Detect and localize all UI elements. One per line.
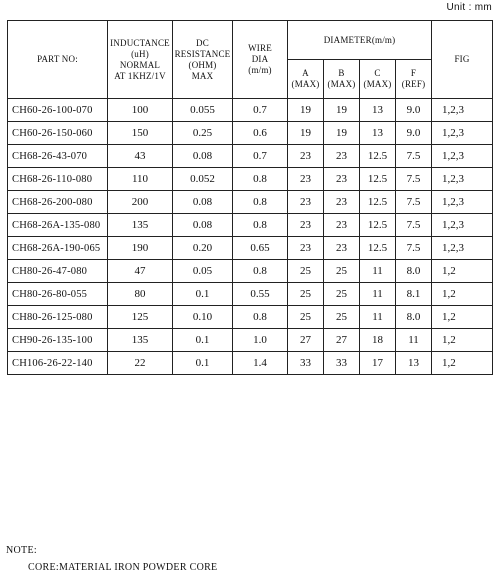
cell-part-no: CH60-26-150-060 — [8, 122, 108, 145]
cell-fig: 1,2,3 — [432, 168, 493, 191]
cell-b: 25 — [324, 306, 360, 329]
specification-table — [7, 20, 493, 375]
cell-part-no: CH90-26-135-100 — [8, 329, 108, 352]
cell-wire-dia: 0.8 — [233, 214, 288, 237]
note-core-material: CORE:MATERIAL IRON POWDER CORE — [28, 562, 218, 573]
cell-b: 25 — [324, 260, 360, 283]
cell-a: 19 — [288, 99, 324, 122]
cell-b: 23 — [324, 168, 360, 191]
cell-a: 27 — [288, 329, 324, 352]
cell-a: 23 — [288, 191, 324, 214]
cell-a: 25 — [288, 260, 324, 283]
cell-part-no: CH68-26A-190-065 — [8, 237, 108, 260]
cell-inductance: 110 — [108, 168, 173, 191]
cell-inductance: 135 — [108, 329, 173, 352]
cell-dc-resistance: 0.25 — [173, 122, 233, 145]
cell-c: 13 — [360, 122, 396, 145]
cell-part-no: CH68-26A-135-080 — [8, 214, 108, 237]
cell-wire-dia: 0.8 — [233, 168, 288, 191]
cell-a: 19 — [288, 122, 324, 145]
header-part-no: PART NO: — [8, 21, 108, 99]
cell-inductance: 150 — [108, 122, 173, 145]
cell-c: 12.5 — [360, 168, 396, 191]
cell-c: 13 — [360, 99, 396, 122]
cell-fig: 1,2 — [432, 329, 493, 352]
cell-a: 25 — [288, 306, 324, 329]
table-row — [8, 214, 493, 237]
cell-part-no: CH80-26-125-080 — [8, 306, 108, 329]
cell-inductance: 80 — [108, 283, 173, 306]
header-diameter: DIAMETER(m/m) — [288, 21, 432, 60]
cell-dc-resistance: 0.08 — [173, 214, 233, 237]
cell-a: 25 — [288, 283, 324, 306]
cell-fig: 1,2 — [432, 260, 493, 283]
table-row — [8, 352, 493, 375]
cell-a: 23 — [288, 145, 324, 168]
cell-dc-resistance: 0.10 — [173, 306, 233, 329]
cell-fig: 1,2,3 — [432, 237, 493, 260]
cell-fig: 1,2,3 — [432, 99, 493, 122]
header-wire-dia: WIRE DIA (m/m) — [233, 21, 288, 99]
cell-f: 11 — [396, 329, 432, 352]
cell-f: 8.1 — [396, 283, 432, 306]
cell-f: 7.5 — [396, 191, 432, 214]
table-row — [8, 283, 493, 306]
cell-b: 25 — [324, 283, 360, 306]
cell-dc-resistance: 0.052 — [173, 168, 233, 191]
cell-wire-dia: 0.7 — [233, 99, 288, 122]
unit-label: Unit : mm — [446, 2, 492, 13]
cell-dc-resistance: 0.1 — [173, 352, 233, 375]
cell-a: 23 — [288, 237, 324, 260]
cell-wire-dia: 1.0 — [233, 329, 288, 352]
cell-c: 17 — [360, 352, 396, 375]
cell-wire-dia: 0.65 — [233, 237, 288, 260]
cell-part-no: CH80-26-47-080 — [8, 260, 108, 283]
cell-b: 19 — [324, 99, 360, 122]
header-c: C (MAX) — [360, 60, 396, 99]
cell-inductance: 125 — [108, 306, 173, 329]
cell-f: 8.0 — [396, 260, 432, 283]
cell-wire-dia: 0.8 — [233, 191, 288, 214]
cell-part-no: CH68-26-200-080 — [8, 191, 108, 214]
cell-fig: 1,2 — [432, 283, 493, 306]
table-row — [8, 168, 493, 191]
header-dc-resistance: DC RESISTANCE (OHM) MAX — [173, 21, 233, 99]
cell-a: 23 — [288, 214, 324, 237]
cell-wire-dia: 0.8 — [233, 260, 288, 283]
table-row — [8, 329, 493, 352]
cell-wire-dia: 0.8 — [233, 306, 288, 329]
cell-c: 18 — [360, 329, 396, 352]
header-a: A (MAX) — [288, 60, 324, 99]
cell-wire-dia: 0.6 — [233, 122, 288, 145]
cell-fig: 1,2,3 — [432, 191, 493, 214]
cell-fig: 1,2,3 — [432, 145, 493, 168]
cell-f: 9.0 — [396, 122, 432, 145]
cell-b: 33 — [324, 352, 360, 375]
cell-inductance: 43 — [108, 145, 173, 168]
cell-fig: 1,2,3 — [432, 214, 493, 237]
cell-f: 7.5 — [396, 145, 432, 168]
header-inductance: INDUCTANCE (uH) NORMAL AT 1KHZ/1V — [108, 21, 173, 99]
cell-c: 12.5 — [360, 191, 396, 214]
cell-inductance: 135 — [108, 214, 173, 237]
table-row — [8, 260, 493, 283]
cell-c: 12.5 — [360, 214, 396, 237]
cell-wire-dia: 1.4 — [233, 352, 288, 375]
table-row — [8, 145, 493, 168]
cell-c: 12.5 — [360, 237, 396, 260]
table-row — [8, 122, 493, 145]
cell-fig: 1,2 — [432, 352, 493, 375]
cell-fig: 1,2 — [432, 306, 493, 329]
cell-dc-resistance: 0.055 — [173, 99, 233, 122]
header-f: F (REF) — [396, 60, 432, 99]
cell-c: 11 — [360, 306, 396, 329]
cell-f: 7.5 — [396, 237, 432, 260]
cell-b: 23 — [324, 191, 360, 214]
cell-f: 7.5 — [396, 214, 432, 237]
cell-part-no: CH68-26-110-080 — [8, 168, 108, 191]
cell-part-no: CH106-26-22-140 — [8, 352, 108, 375]
header-fig: FIG — [432, 21, 493, 99]
cell-dc-resistance: 0.1 — [173, 329, 233, 352]
cell-fig: 1,2,3 — [432, 122, 493, 145]
cell-dc-resistance: 0.20 — [173, 237, 233, 260]
header-b: B (MAX) — [324, 60, 360, 99]
cell-dc-resistance: 0.08 — [173, 191, 233, 214]
cell-a: 33 — [288, 352, 324, 375]
cell-dc-resistance: 0.05 — [173, 260, 233, 283]
table-body — [8, 99, 493, 375]
cell-b: 19 — [324, 122, 360, 145]
cell-inductance: 100 — [108, 99, 173, 122]
cell-c: 12.5 — [360, 145, 396, 168]
cell-b: 23 — [324, 145, 360, 168]
cell-part-no: CH60-26-100-070 — [8, 99, 108, 122]
table-row — [8, 191, 493, 214]
table-row — [8, 306, 493, 329]
cell-part-no: CH68-26-43-070 — [8, 145, 108, 168]
cell-inductance: 47 — [108, 260, 173, 283]
cell-a: 23 — [288, 168, 324, 191]
cell-wire-dia: 0.55 — [233, 283, 288, 306]
cell-f: 8.0 — [396, 306, 432, 329]
cell-b: 23 — [324, 214, 360, 237]
cell-dc-resistance: 0.08 — [173, 145, 233, 168]
cell-b: 23 — [324, 237, 360, 260]
cell-c: 11 — [360, 283, 396, 306]
cell-inductance: 22 — [108, 352, 173, 375]
table-row — [8, 99, 493, 122]
table-row — [8, 237, 493, 260]
cell-f: 9.0 — [396, 99, 432, 122]
cell-inductance: 200 — [108, 191, 173, 214]
cell-dc-resistance: 0.1 — [173, 283, 233, 306]
cell-wire-dia: 0.7 — [233, 145, 288, 168]
cell-b: 27 — [324, 329, 360, 352]
cell-c: 11 — [360, 260, 396, 283]
cell-part-no: CH80-26-80-055 — [8, 283, 108, 306]
cell-inductance: 190 — [108, 237, 173, 260]
cell-f: 13 — [396, 352, 432, 375]
note-heading: NOTE: — [6, 545, 37, 556]
cell-f: 7.5 — [396, 168, 432, 191]
